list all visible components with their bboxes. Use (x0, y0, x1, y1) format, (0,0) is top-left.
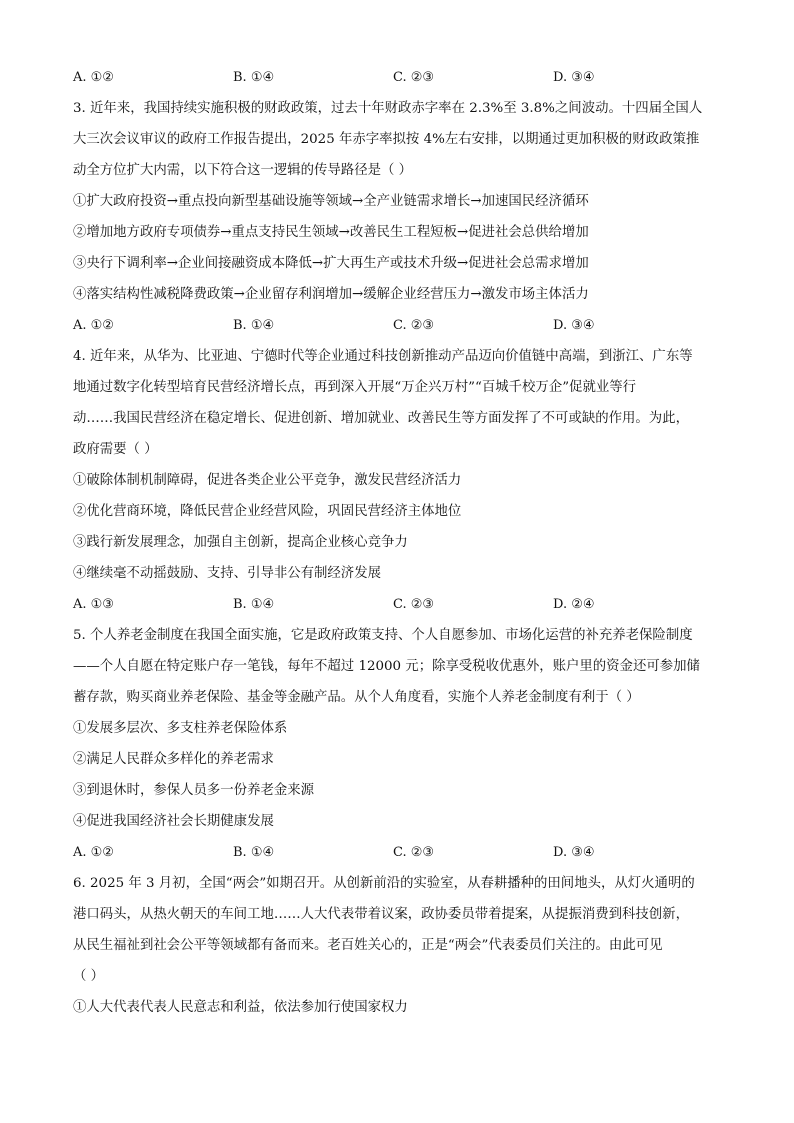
answer-option: A. ①② (73, 318, 114, 333)
text-line: 5. 个人养老金制度在我国全面实施，它是政府政策支持、个人自愿参加、市场化运营的补充养老保险制度 (73, 628, 693, 643)
text-line: 动全方位扩大内需，以下符合这一逻辑的传导路径是（ ） (73, 163, 413, 178)
text-line: ——个人自愿在特定账户存一笔钱，每年不超过 12000 元；除享受税收优惠外，账户里的资金还可参加储 (73, 659, 700, 674)
text-line: 地通过数字化转型培育民营经济增长点，再到深入开展“万企兴万村”“百城千校万企”促就业等行 (73, 380, 637, 395)
text-line: ①人大代表代表人民意志和利益，依法参加行使国家权力 (73, 1000, 408, 1015)
answer-option: C. ②③ (393, 70, 435, 85)
text-line: ③践行新发展理念，加强自主创新，提高企业核心竞争力 (73, 535, 408, 550)
answer-options (73, 310, 723, 341)
text-line: ④落实结构性减税降费政策→企业留存利润增加→缓解企业经营压力→激发市场主体活力 (73, 287, 589, 302)
answer-option: B. ①④ (233, 845, 275, 860)
text-line: ②优化营商环境，降低民营企业经营风险，巩固民营经济主体地位 (73, 504, 462, 519)
text-line: ②增加地方政府专项债券→重点支持民生领域→改善民生工程短板→促进社会总供给增加 (73, 225, 589, 240)
answer-option: D. ③④ (553, 318, 595, 333)
text-line: ①破除体制机制障碍，促进各类企业公平竞争，激发民营经济活力 (73, 473, 462, 488)
text-line: （ ） (73, 969, 105, 984)
answer-option: C. ②③ (393, 845, 435, 860)
text-line: 3. 近年来，我国持续实施积极的财政政策，过去十年财政赤字率在 2.3%至 3.8%之间波动。十四届全国人 (73, 101, 703, 116)
answer-option: A. ①② (73, 845, 114, 860)
answer-option: D. ③④ (553, 70, 595, 85)
answer-option: B. ①④ (233, 70, 275, 85)
text-line: 6. 2025 年 3 月初，全国“两会”如期召开。从创新前沿的实验室，从春耕播种的田间地头，从灯火通明的 (73, 876, 695, 891)
answer-option: B. ①④ (233, 597, 275, 612)
answer-options (73, 837, 723, 868)
text-line: 动……我国民营经济在稳定增长、促进创新、增加就业、改善民生等方面发挥了不可或缺的作用。为此， (73, 411, 689, 426)
answer-option: D. ③④ (553, 845, 595, 860)
text-line: ③到退休时，参保人员多一份养老金来源 (73, 783, 315, 798)
text-line: 大三次会议审议的政府工作报告提出，2025 年赤字率拟按 4%左右安排，以期通过更加积极的财政政策推 (73, 132, 700, 147)
text-line: ③央行下调利率→企业间接融资成本降低→扩大再生产或技术升级→促进社会总需求增加 (73, 256, 589, 271)
text-line: 蓄存款，购买商业养老保险、基金等金融产品。从个人角度看，实施个人养老金制度有利于（ ） (73, 690, 640, 705)
answer-option: C. ②③ (393, 597, 435, 612)
text-line: 4. 近年来，从华为、比亚迪、宁德时代等企业通过科技创新推动产品迈向价值链中高端，到浙江、广东等 (73, 349, 693, 364)
text-line: 从民生福祉到社会公平等领域都有备而来。老百姓关心的，正是“两会”代表委员们关注的。由此可见 (73, 938, 663, 953)
text-line: ①发展多层次、多支柱养老保险体系 (73, 721, 288, 736)
answer-option: A. ①③ (73, 597, 114, 612)
answer-options (73, 589, 723, 620)
text-line: ④促进我国经济社会长期健康发展 (73, 814, 274, 829)
answer-option: D. ②④ (553, 597, 595, 612)
answer-option: C. ②③ (393, 318, 435, 333)
answer-options (73, 62, 723, 93)
text-line: ②满足人民群众多样化的养老需求 (73, 752, 274, 767)
answer-option: B. ①④ (233, 318, 275, 333)
answer-option: A. ①② (73, 70, 114, 85)
text-line: 港口码头，从热火朝天的车间工地……人大代表带着议案，政协委员带着提案，从提振消费到科技创新， (73, 907, 689, 922)
question-content (73, 62, 723, 1023)
text-line: 政府需要（ ） (73, 442, 158, 457)
text-line: ④继续毫不动摇鼓励、支持、引导非公有制经济发展 (73, 566, 381, 581)
text-line: ①扩大政府投资→重点投向新型基础设施等领域→全产业链需求增长→加速国民经济循环 (73, 194, 589, 209)
